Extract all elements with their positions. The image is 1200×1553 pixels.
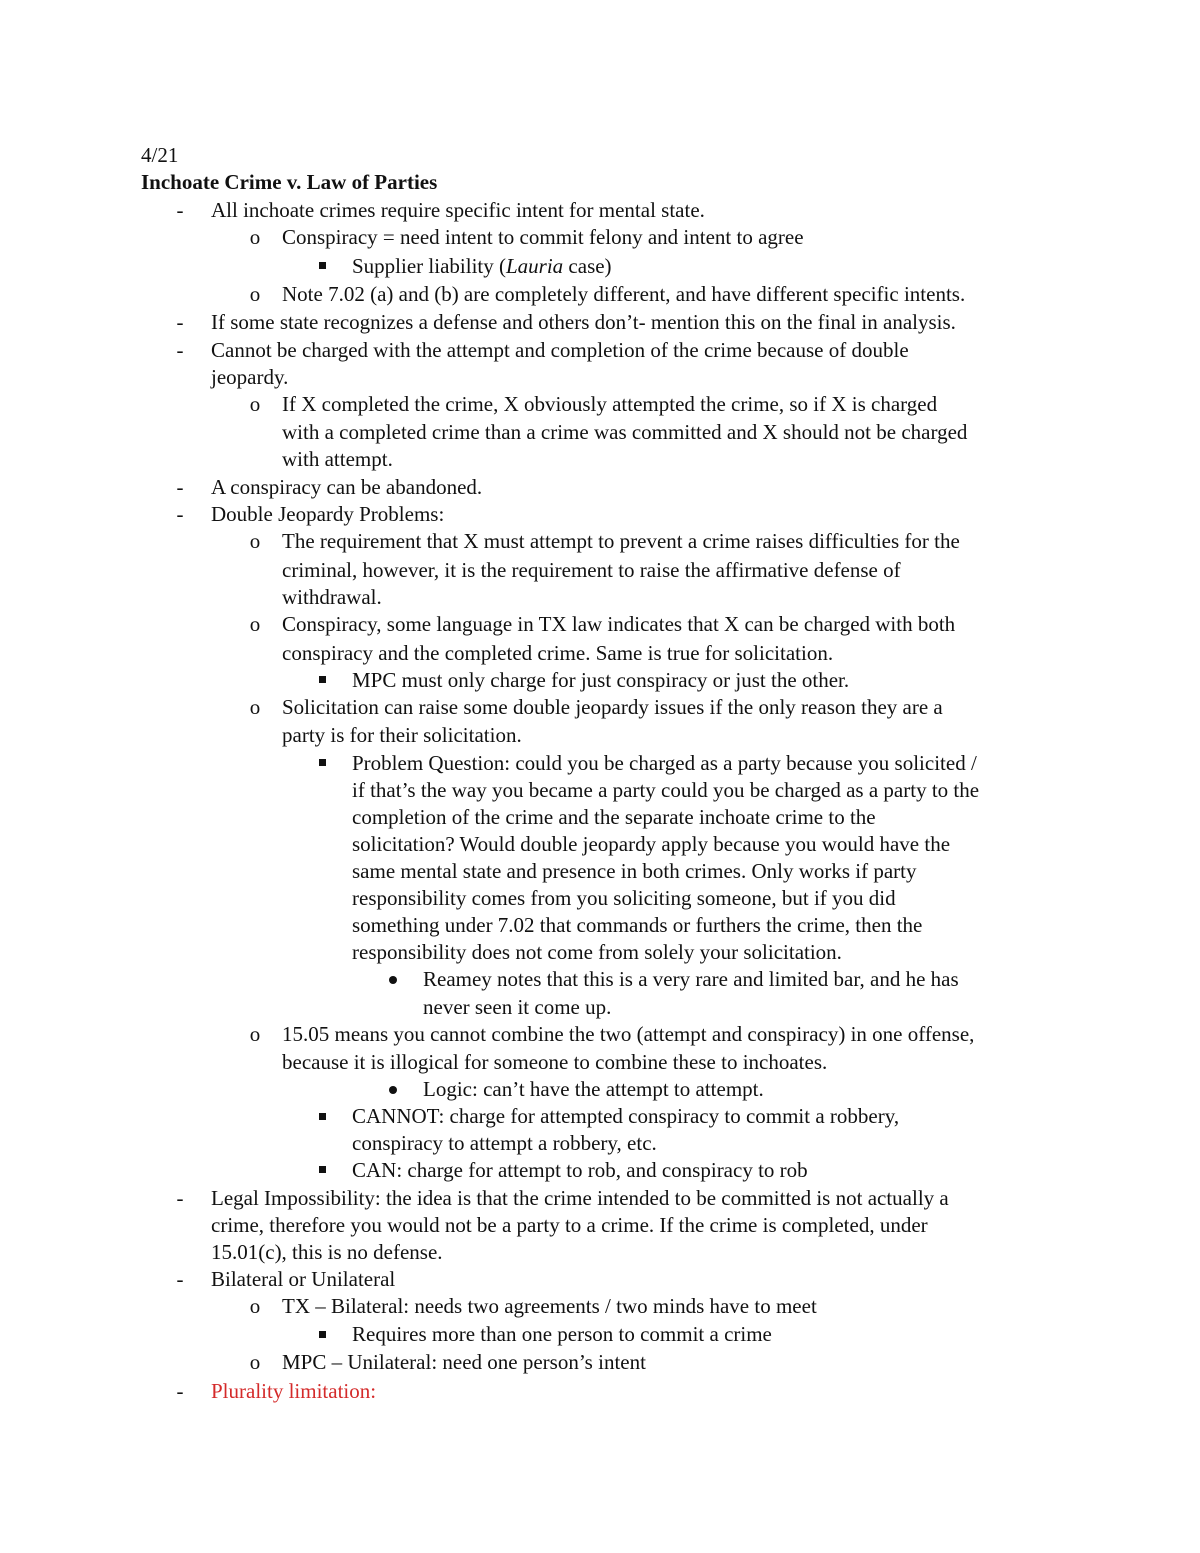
sub-bullet-text: TX – Bilateral: needs two agreements / two minds have to meet — [282, 1294, 817, 1318]
bullet-text: Cannot be charged with the attempt and completion of the crime because of double — [211, 338, 909, 362]
circle-marker: o — [249, 695, 261, 719]
square-bullet-icon — [319, 1331, 326, 1338]
circle-marker: o — [249, 529, 261, 553]
sub-bullet-text: Conspiracy, some language in TX law indicates that X can be charged with both — [282, 612, 956, 636]
sub-sub-bullet-text: conspiracy to attempt a robbery, etc. — [352, 1131, 657, 1155]
sub-sub-bullet-text: same mental state and presence in both crimes. Only works if party — [352, 859, 917, 883]
square-bullet-icon — [319, 676, 326, 683]
sub-sub-bullet-text: something under 7.02 that commands or furthers the crime, then the — [352, 913, 923, 937]
level4-bullet-text: Reamey notes that this is a very rare and limited bar, and he has — [423, 967, 959, 991]
circle-marker: o — [249, 612, 261, 636]
sub-bullet-text: The requirement that X must attempt to prevent a crime raises difficulties for the — [282, 529, 960, 553]
date: 4/21 — [141, 143, 179, 167]
square-bullet-icon — [319, 262, 326, 269]
circle-marker: o — [249, 1022, 261, 1046]
bullet-text: A conspiracy can be abandoned. — [211, 475, 483, 499]
bullet-text: 15.01(c), this is no defense. — [211, 1240, 443, 1264]
sub-sub-bullet-text: completion of the crime and the separate inchoate crime to the — [352, 805, 876, 829]
sub-bullet-text: party is for their solicitation. — [282, 723, 522, 747]
dash-marker: - — [176, 502, 184, 526]
circle-marker: o — [249, 225, 261, 249]
bullet-text: crime, therefore you would not be a party to a crime. If the crime is completed, under — [211, 1213, 928, 1237]
sub-sub-bullet-text: Problem Question: could you be charged as a party because you solicited / — [352, 751, 977, 775]
dash-marker: - — [176, 338, 184, 362]
case-name: Lauria — [505, 254, 564, 278]
sub-bullet-text: Solicitation can raise some double jeopardy issues if the only reason they are a — [282, 695, 943, 719]
sub-sub-bullet-text: if that’s the way you became a party could you be charged as a party to the — [352, 778, 980, 802]
heading: Inchoate Crime v. Law of Parties — [141, 170, 438, 194]
dash-marker: - — [176, 1186, 184, 1210]
circle-marker: o — [249, 1350, 261, 1374]
round-bullet-icon — [389, 1086, 397, 1094]
sub-bullet-text: with a completed crime than a crime was committed and X should not be charged — [282, 420, 968, 444]
sub-sub-bullet-text: Requires more than one person to commit a crime — [352, 1322, 772, 1346]
sub-bullet-text: because it is illogical for someone to combine these to inchoates. — [282, 1050, 828, 1074]
sub-sub-bullet-text: Supplier liability (Lauria case) — [352, 254, 612, 278]
sub-sub-bullet-text: CAN: charge for attempt to rob, and conspiracy to rob — [352, 1158, 808, 1182]
bullet-text-highlighted: Plurality limitation: — [211, 1379, 377, 1403]
circle-marker: o — [249, 392, 261, 416]
sub-bullet-text: Note 7.02 (a) and (b) are completely different, and have different specific intents. — [282, 282, 966, 306]
square-bullet-icon — [319, 1113, 326, 1120]
circle-marker: o — [249, 1294, 261, 1318]
bullet-text: Bilateral or Unilateral — [211, 1267, 396, 1291]
sub-sub-bullet-text: solicitation? Would double jeopardy apply because you would have the — [352, 832, 951, 856]
sub-bullet-text: Conspiracy = need intent to commit felony and intent to agree — [282, 225, 804, 249]
dash-marker: - — [176, 1267, 184, 1291]
sub-bullet-text: criminal, however, it is the requirement to raise the affirmative defense of — [282, 558, 901, 582]
level4-bullet-text: never seen it come up. — [423, 995, 612, 1019]
square-bullet-icon — [319, 1166, 326, 1173]
sub-sub-bullet-text: CANNOT: charge for attempted conspiracy to commit a robbery, — [352, 1104, 900, 1128]
sub-sub-bullet-text: responsibility comes from you soliciting someone, but if you did — [352, 886, 896, 910]
square-bullet-icon — [319, 759, 326, 766]
sub-bullet-text: with attempt. — [282, 447, 393, 471]
sub-bullet-text: conspiracy and the completed crime. Same is true for solicitation. — [282, 641, 834, 665]
dash-marker: - — [176, 198, 184, 222]
sub-sub-bullet-text: MPC must only charge for just conspiracy or just the other. — [352, 668, 850, 692]
sub-bullet-text: withdrawal. — [282, 585, 382, 609]
sub-bullet-text: 15.05 means you cannot combine the two (attempt and conspiracy) in one offense, — [282, 1022, 975, 1046]
sub-bullet-text: If X completed the crime, X obviously attempted the crime, so if X is charged — [282, 392, 938, 416]
dash-marker: - — [176, 1379, 184, 1403]
bullet-text: Double Jeopardy Problems: — [211, 502, 445, 526]
bullet-text: Legal Impossibility: the idea is that the crime intended to be committed is not actually a — [211, 1186, 949, 1210]
dash-marker: - — [176, 475, 184, 499]
level4-bullet-text: Logic: can’t have the attempt to attempt. — [423, 1077, 764, 1101]
bullet-text: jeopardy. — [211, 365, 289, 389]
sub-sub-bullet-text: responsibility does not come from solely your solicitation. — [352, 940, 842, 964]
circle-marker: o — [249, 282, 261, 306]
bullet-text: If some state recognizes a defense and others don’t- mention this on the final in analysis. — [211, 310, 956, 334]
round-bullet-icon — [389, 976, 397, 984]
dash-marker: - — [176, 310, 184, 334]
sub-bullet-text: MPC – Unilateral: need one person’s intent — [282, 1350, 646, 1374]
bullet-text: All inchoate crimes require specific intent for mental state. — [211, 198, 705, 222]
